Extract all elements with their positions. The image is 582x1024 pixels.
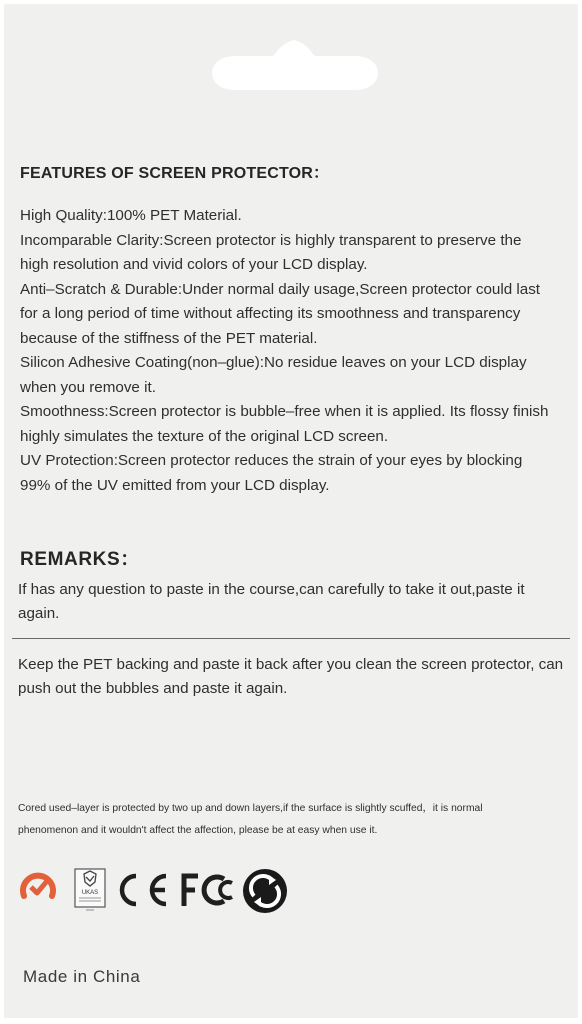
features-list <box>20 204 550 498</box>
package-card <box>4 4 578 1018</box>
origin-label: Made in China <box>23 967 141 986</box>
remarks-heading: REMARKS： <box>20 549 140 570</box>
ukas-label: UKAS <box>81 890 99 896</box>
fcc-mark-icon <box>180 872 238 908</box>
feature-item: Anti–Scratch & Durable:Under normal daily usage,Screen protector could last for a long period of time without affecting its smoothness and transparency because of the stiffness of the PET material. <box>20 280 541 347</box>
ce-mark-icon <box>116 872 172 908</box>
remarks-paragraph-2: Keep the PET backing and paste it back after you clean the screen protector, can push out the bubbles and paste it again. <box>18 656 564 697</box>
ukas-certification-icon <box>74 868 106 912</box>
feature-item: Silicon Adhesive Coating(non–glue):No residue leaves on your LCD display when you remove it. <box>20 354 527 396</box>
feature-item: High Quality:100% PET Material. <box>20 207 242 224</box>
hang-hole <box>210 38 380 90</box>
certification-logos <box>18 866 298 916</box>
feature-item: Smoothness:Screen protector is bubble–free when it is applied. Its flossy finish highly simulates the texture of the original LCD screen. <box>20 403 549 445</box>
fine-print-note: Cored used–layer is protected by two up and down layers,if the surface is slightly scuffed，it is normal phenomenon and it wouldn't affect the affection, please be at easy when use it. <box>18 803 483 836</box>
remarks-paragraph: If has any question to paste in the course,can carefully to take it out,paste it again. <box>18 581 525 622</box>
feature-item: UV Protection:Screen protector reduces the strain of your eyes by blocking 99% of the UV emitted from your LCD display. <box>20 452 523 494</box>
features-heading: FEATURES OF SCREEN PROTECTOR： <box>20 165 330 182</box>
quality-check-icon <box>18 870 58 904</box>
divider-line <box>12 638 570 639</box>
recycle-icon <box>242 868 288 914</box>
feature-item: Incomparable Clarity:Screen protector is highly transparent to preserve the high resolution and vivid colors of your LCD display. <box>20 231 522 273</box>
